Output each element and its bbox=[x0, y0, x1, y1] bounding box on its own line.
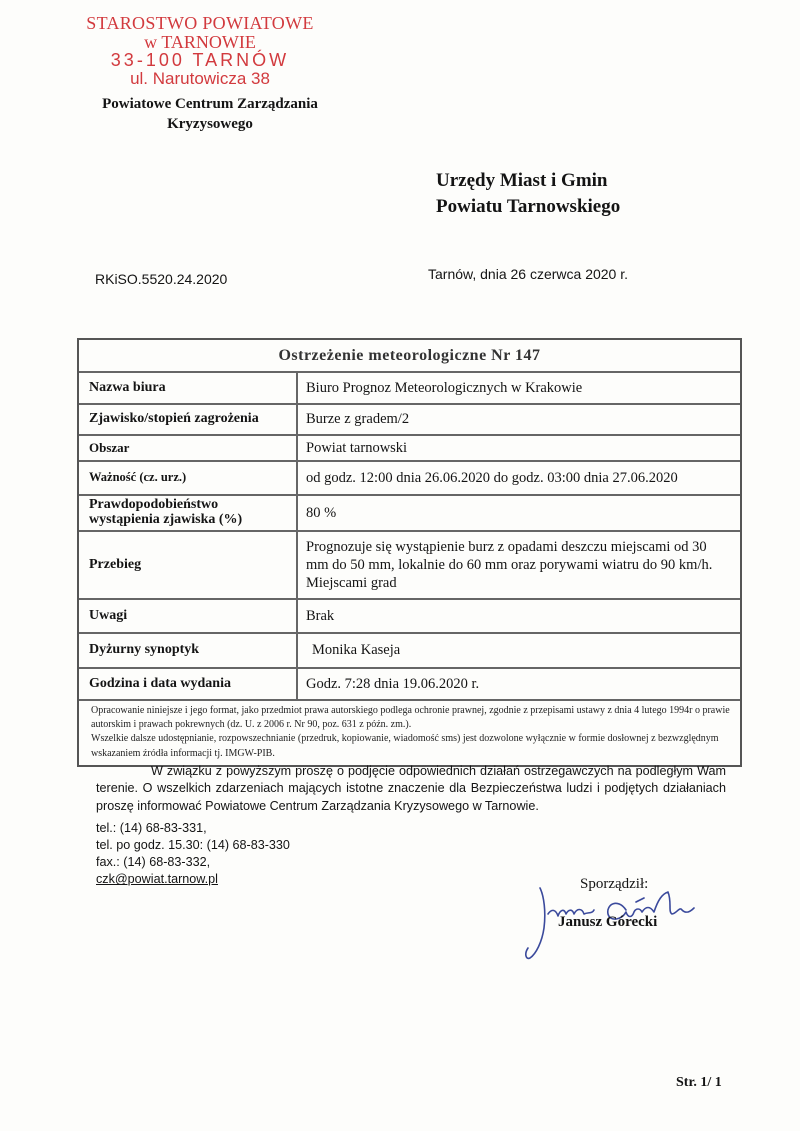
page-number: Str. 1/ 1 bbox=[676, 1075, 722, 1090]
warning-table bbox=[77, 338, 742, 767]
table-row bbox=[79, 462, 740, 496]
stamp-line-3: 33-100 TARNÓW bbox=[110, 50, 290, 71]
row-label: Dyżurny synoptyk bbox=[79, 634, 298, 667]
row-label: Zjawisko/stopień zagrożenia bbox=[79, 405, 298, 434]
copyright-note bbox=[79, 701, 740, 765]
copyright-note-line-1: Opracowanie niniejsze i jego format, jako przedmiot prawa autorskiego podlega ochronie prawnej, zgodnie z przepisami ustawy z dnia 4 lutego 1994r o prawie autorskim i prawach pokrewnych (dz. U. z 2006 r. Nr 90, poz. 631 z późn. zm.). bbox=[91, 705, 730, 731]
contact-phone: tel.: (14) 68-83-331, bbox=[96, 821, 207, 835]
row-value: Brak bbox=[306, 607, 335, 624]
row-label: Nazwa biura bbox=[79, 373, 298, 403]
table-row bbox=[79, 634, 740, 669]
stamp-line-2: w TARNOWIE bbox=[144, 31, 256, 52]
row-label: Obszar bbox=[79, 436, 298, 460]
row-value: Burze z gradem/2 bbox=[306, 411, 410, 428]
contact-block bbox=[96, 820, 290, 889]
row-value: Monika Kaseja bbox=[312, 642, 401, 659]
document-date: Tarnów, dnia 26 czerwca 2020 r. bbox=[428, 266, 629, 282]
recipient-line-1: Urzędy Miast i Gmin bbox=[436, 170, 608, 191]
row-value: Prognozuje się wystąpienie burz z opadami deszczu miejscami od 30 mm do 50 mm, lokalnie do 60 mm oraz porywami wiatru do 90 km/h. Miejscami grad bbox=[306, 538, 713, 592]
row-label: Przebieg bbox=[79, 532, 298, 598]
row-value: Powiat tarnowski bbox=[306, 439, 408, 456]
row-label: Prawdopodobieństwo wystąpienia zjawiska (%) bbox=[79, 496, 298, 530]
instruction-paragraph bbox=[96, 763, 726, 815]
stamp-line-4: ul. Narutowicza 38 bbox=[130, 69, 270, 89]
recipient-line-2: Powiatu Tarnowskiego bbox=[436, 195, 621, 217]
table-row bbox=[79, 600, 740, 634]
table-row bbox=[79, 532, 740, 600]
row-label: Godzina i data wydania bbox=[79, 669, 298, 699]
signatory-name: Janusz Górecki bbox=[558, 914, 658, 930]
stamp-line-1: STAROSTWO POWIATOWE bbox=[86, 13, 314, 33]
warning-title: Ostrzeżenie meteorologiczne Nr 147 bbox=[79, 340, 740, 373]
row-value: Biuro Prognoz Meteorologicznych w Krakowie bbox=[306, 379, 583, 396]
row-value: od godz. 12:00 dnia 26.06.2020 do godz. 03:00 dnia 27.06.2020 bbox=[306, 469, 678, 486]
prepared-by-label: Sporządził: bbox=[580, 876, 649, 892]
recipient-block bbox=[436, 168, 620, 219]
row-value: 80 % bbox=[306, 504, 337, 521]
contact-phone-after-hours: tel. po godz. 15.30: (14) 68-83-330 bbox=[96, 838, 290, 853]
sender-organization bbox=[60, 95, 360, 134]
reference-number: RKiSO.5520.24.2020 bbox=[95, 271, 228, 287]
sender-line-1: Powiatowe Centrum Zarządzania bbox=[102, 96, 318, 112]
contact-fax: fax.: (14) 68-83-332, bbox=[96, 855, 211, 870]
office-stamp bbox=[60, 14, 340, 88]
row-label: Uwagi bbox=[79, 600, 298, 632]
table-row bbox=[79, 669, 740, 701]
instruction-text: W związku z powyższym proszę o podjęcie odpowiednich działań ostrzegawczych na podległym Wam terenie. O wszelkich zdarzeniach mających istotne znaczenie dla Bezpieczeństwa ludzi i podjętych działaniach proszę informować Powiatowe Centrum Zarządzania Kryzysowego w Tarnowie. bbox=[96, 764, 726, 813]
table-row bbox=[79, 405, 740, 436]
table-row bbox=[79, 496, 740, 532]
row-label: Ważność (cz. urz.) bbox=[79, 462, 298, 494]
copyright-note-line-2: Wszelkie dalsze udostępnianie, rozpowszechnianie (przedruk, kopiowanie, wiadomość sms) jest dozwolone wyłącznie w formie dosłownej z bezwzględnym wskazaniem źródła informacji tj. IMGW-PIB. bbox=[91, 733, 719, 759]
contact-email-link[interactable]: czk@powiat.tarnow.pl bbox=[96, 872, 218, 887]
table-row bbox=[79, 373, 740, 405]
sender-line-2: Kryzysowego bbox=[167, 115, 253, 132]
table-row bbox=[79, 436, 740, 462]
row-value: Godz. 7:28 dnia 19.06.2020 r. bbox=[306, 675, 480, 692]
